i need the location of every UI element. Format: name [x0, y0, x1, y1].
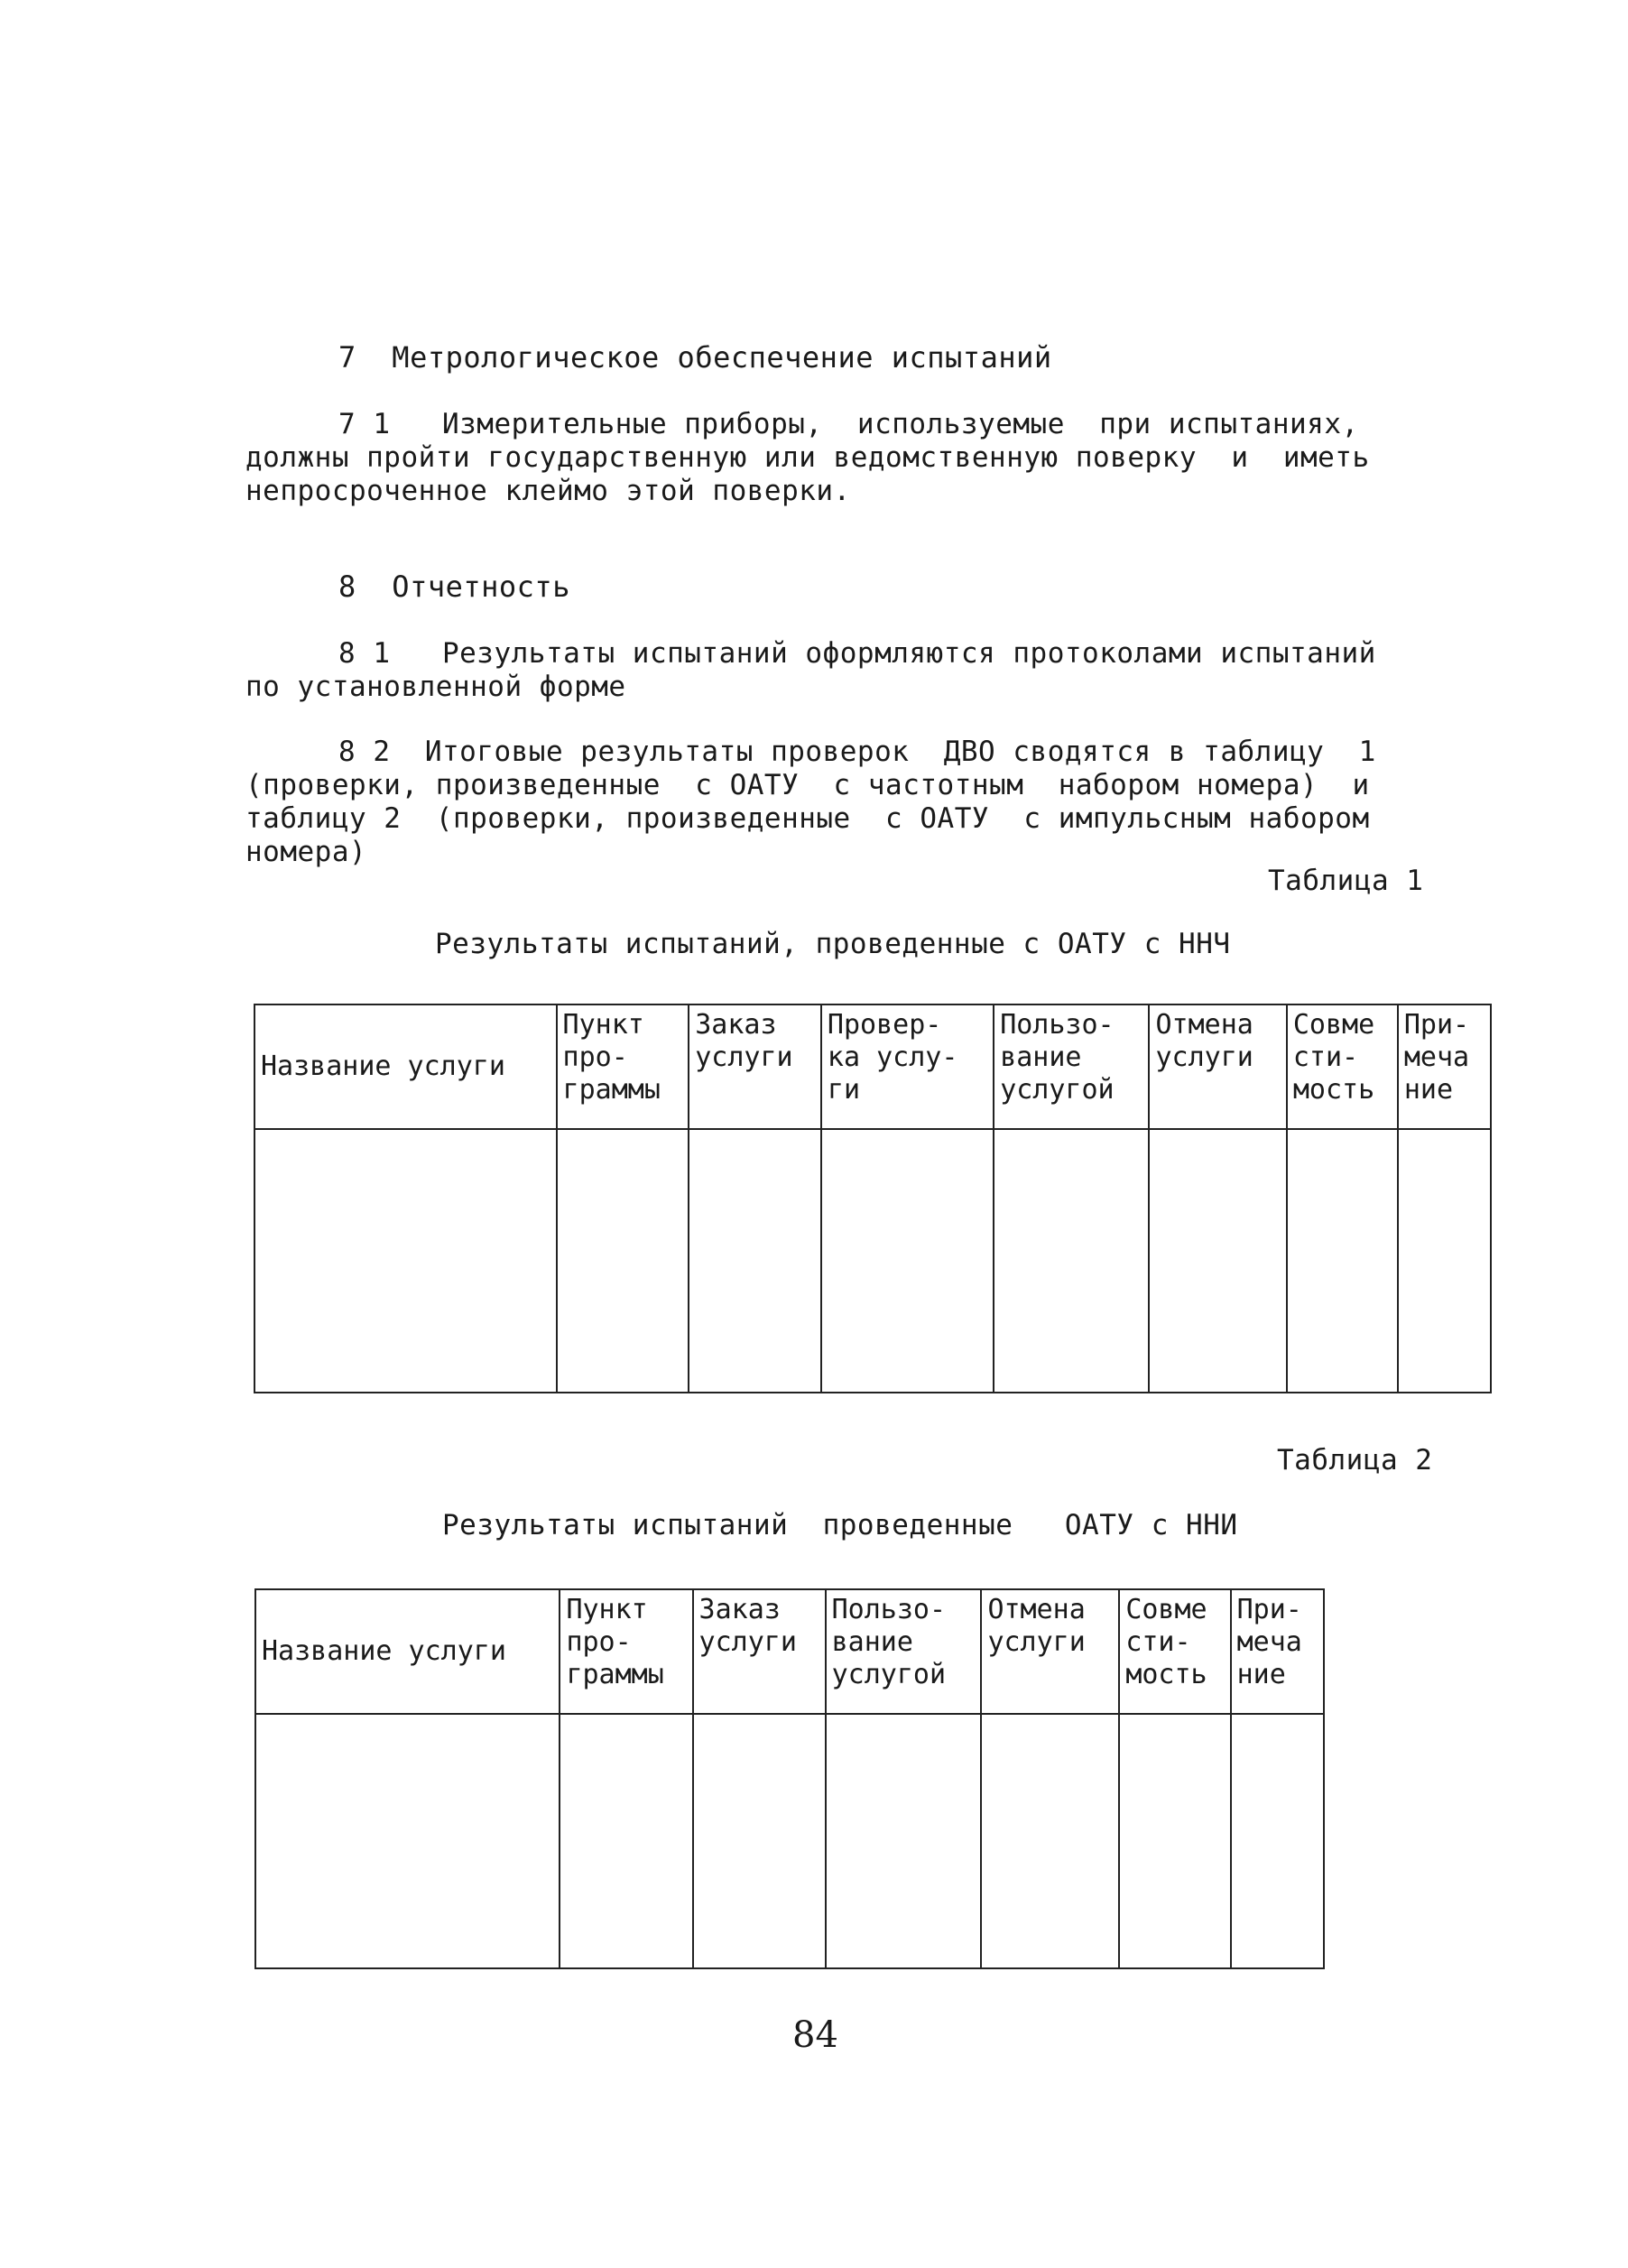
section-8-heading: 8 Отчетность — [338, 569, 570, 604]
table-1-label: Таблица 1 — [1268, 865, 1424, 897]
table-1-header-compatibility — [1287, 1004, 1398, 1129]
table-1-header-text: Провер- ка услу- ги — [827, 1009, 958, 1106]
table-1-header-service-use — [994, 1004, 1149, 1129]
table-2-header-text: Совме сти- мость — [1125, 1594, 1207, 1690]
table-cell — [689, 1129, 821, 1393]
table-2-header-text: При- меча ние — [1236, 1594, 1302, 1690]
table-2-header-text: Заказ услуги — [698, 1594, 797, 1658]
paragraph-8-1-line-2: по установленной форме — [245, 671, 626, 703]
table-2-header-compatibility — [1119, 1589, 1230, 1714]
page-number: 84 — [792, 2014, 838, 2056]
paragraph-8-2-line-1: 8 2 Итоговые результаты проверок ДВО сводятся в таблицу 1 — [338, 736, 1376, 768]
paragraph-7-1-line-3: непросроченное клеймо этой поверки. — [245, 475, 851, 507]
paragraph-7-1-line-2: должны пройти государственную или ведомственную поверку и иметь — [245, 441, 1370, 474]
table-row — [255, 1714, 1324, 1968]
table-2-header-service-use — [826, 1589, 982, 1714]
table-cell — [981, 1714, 1119, 1968]
table-cell — [1119, 1714, 1230, 1968]
table-2-header-service-order — [693, 1589, 826, 1714]
table-1-header-notes — [1398, 1004, 1491, 1129]
table-2-header-program-item — [560, 1589, 692, 1714]
table-1-header-text: Название услуги — [261, 1051, 505, 1082]
table-2-header-service-name — [255, 1589, 560, 1714]
table-cell — [821, 1129, 994, 1393]
table-1-header-service-name — [254, 1004, 557, 1129]
table-1-title: Результаты испытаний, проведенные с ОАТУ с ННЧ — [435, 928, 1231, 960]
table-1-header-row — [254, 1004, 1491, 1129]
table-1 — [254, 1004, 1492, 1393]
table-1-header-text: Совме сти- мость — [1292, 1009, 1375, 1106]
table-cell — [1149, 1129, 1286, 1393]
table-2 — [254, 1588, 1325, 1969]
table-1-header-text: Заказ услуги — [695, 1009, 793, 1073]
table-2-title: Результаты испытаний проведенные ОАТУ с ННИ — [442, 1509, 1238, 1541]
table-1-header-service-order — [689, 1004, 821, 1129]
paragraph-8-2-line-3: таблицу 2 (проверки, произведенные с ОАТУ с импульсным набором — [245, 802, 1370, 835]
table-cell — [826, 1714, 982, 1968]
table-1-header-text: Пользо- вание услугой — [1000, 1009, 1115, 1106]
table-cell — [560, 1714, 692, 1968]
table-2-header-text: Пункт про- граммы — [566, 1594, 664, 1690]
table-cell — [1398, 1129, 1491, 1393]
table-1-header-program-item — [557, 1004, 689, 1129]
table-cell — [994, 1129, 1149, 1393]
table-row — [254, 1129, 1491, 1393]
table-1-header-text: Отмена услуги — [1155, 1009, 1253, 1073]
table-1-header-text: Пункт про- граммы — [562, 1009, 661, 1106]
table-cell — [557, 1129, 689, 1393]
table-1-header-service-check — [821, 1004, 994, 1129]
table-2-header-text: Название услуги — [262, 1635, 506, 1667]
table-2-header-row — [255, 1589, 1324, 1714]
paragraph-8-2-line-4: номера) — [245, 836, 367, 868]
table-cell — [254, 1129, 557, 1393]
table-2-label: Таблица 2 — [1277, 1444, 1433, 1477]
table-2-header-service-cancel — [981, 1589, 1119, 1714]
table-2-header-notes — [1231, 1589, 1324, 1714]
section-7-heading: 7 Метрологическое обеспечение испытаний — [338, 340, 1052, 375]
table-2-header-text: Пользо- вание услугой — [831, 1594, 947, 1690]
paragraph-7-1-line-1: 7 1 Измерительные приборы, используемые при испытаниях, — [338, 408, 1359, 440]
table-cell — [1231, 1714, 1324, 1968]
table-cell — [255, 1714, 560, 1968]
table-1-header-text: При- меча ние — [1403, 1009, 1470, 1106]
table-2-header-text: Отмена услуги — [987, 1594, 1086, 1658]
table-cell — [1287, 1129, 1398, 1393]
paragraph-8-2-line-2: (проверки, произведенные с ОАТУ с частотным набором номера) и — [245, 769, 1370, 801]
table-1-header-service-cancel — [1149, 1004, 1286, 1129]
paragraph-8-1-line-1: 8 1 Результаты испытаний оформляются протоколами испытаний — [338, 637, 1376, 670]
table-cell — [693, 1714, 826, 1968]
